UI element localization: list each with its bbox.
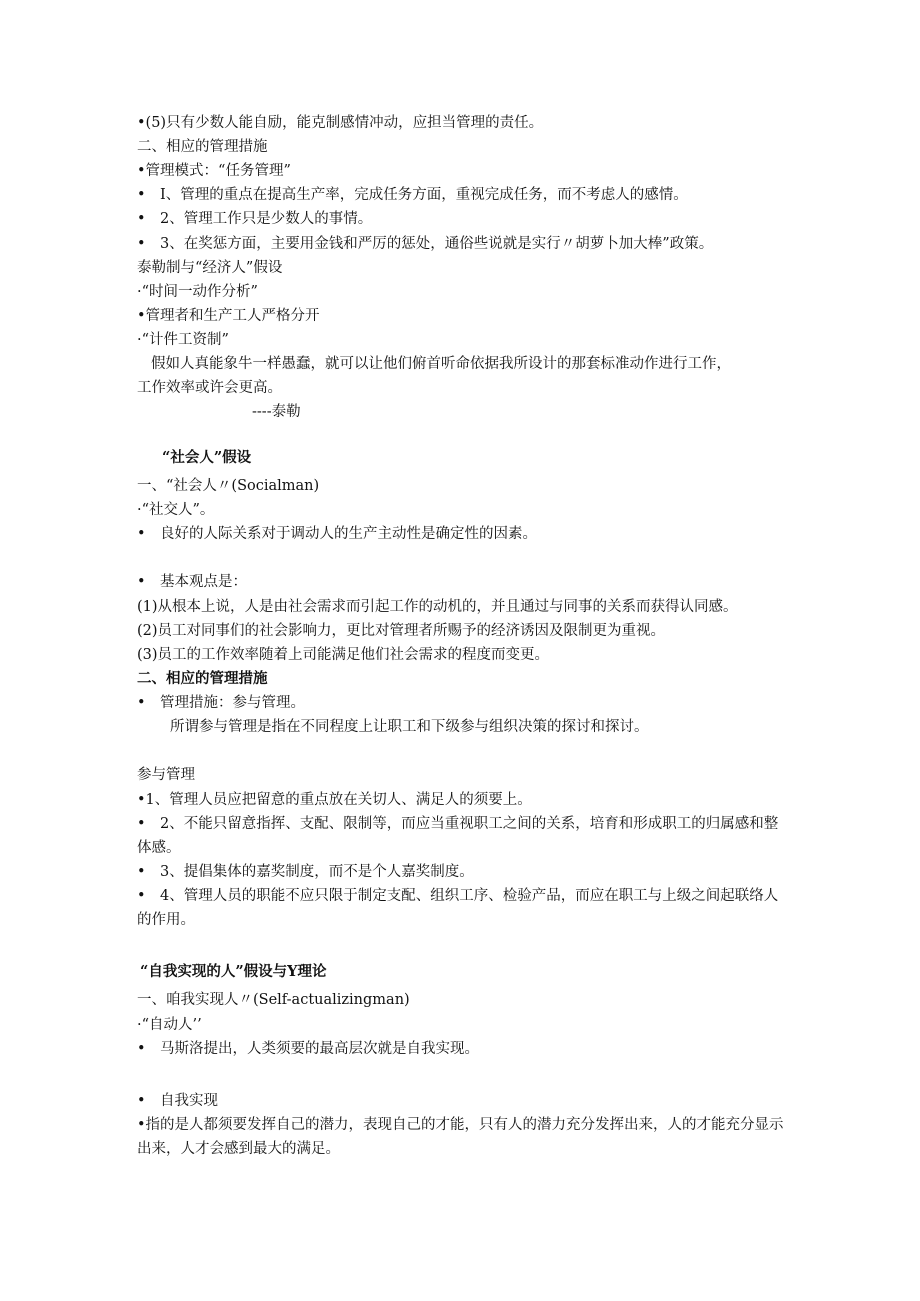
- text-line: • 基本观点是：: [137, 574, 248, 590]
- quote-line: 工作效率或许会更高。: [137, 380, 282, 396]
- text-line: ·“时间一动作分析”: [137, 284, 258, 300]
- quote-line: 假如人真能象牛一样愚蠢，就可以让他们俯首听命依据我所设计的那套标准动作进行工作，: [151, 356, 731, 372]
- text-line: • 马斯洛提出，人类须要的最高层次就是自我实现。: [137, 1041, 480, 1057]
- section-heading: 二、相应的管理措施: [137, 139, 268, 155]
- text-line: • 2、管理工作只是少数人的事情。: [137, 211, 373, 227]
- text-line: •管理者和生产工人严格分开: [137, 308, 320, 324]
- text-line: • 管理措施：参与管理。: [137, 695, 306, 711]
- text-line: •指的是人都须要发挥自己的潜力，表现自己的才能，只有人的潜力充分发挥出来，人的才能充分显示出来，人才会感到最大的满足。: [137, 1117, 784, 1157]
- text-line: • 4、管理人员的职能不应只限于制定支配、组织工序、检验产品，而应在职工与上级之间起联络人的作用。: [137, 888, 779, 928]
- section-heading: 二、相应的管理措施: [137, 670, 268, 687]
- text-line: (3)员工的工作效率随着上司能满足他们社会需求的程度而变更。: [137, 647, 550, 663]
- text-line: ·“社交人”。: [137, 502, 215, 518]
- text-line: •管理模式：“任务管理”: [137, 163, 291, 179]
- text-line: • 2、不能只留意指挥、支配、限制等，而应当重视职工之间的关系，培育和形成职工的归属感和整体感。: [137, 816, 779, 856]
- quote-attribution: ----泰勒: [252, 404, 301, 420]
- text-line: • I、管理的重点在提高生产率，完成任务方面，重视完成任务，而不考虑人的感情。: [137, 187, 688, 203]
- text-line: •1、管理人员应把留意的重点放在关切人、满足人的须要上。: [137, 792, 532, 808]
- text-line: 一、“社会人〃(Socialman): [137, 478, 320, 494]
- text-line: • 3、在奖惩方面，主要用金钱和严厉的惩处，通俗些说就是实行〃胡萝卜加大棒”政策。: [137, 236, 714, 252]
- section-title: “社会人”假设: [162, 449, 252, 466]
- text-line: 一、咱我实现人〃(Self-actualizingman): [137, 992, 410, 1008]
- text-line: • 良好的人际关系对于调动人的生产主动性是确定性的因素。: [137, 526, 538, 542]
- text-line: 泰勒制与“经济人”假设: [137, 260, 283, 276]
- subheading: 参与管理: [137, 767, 195, 783]
- text-line: ·“自动人’’: [137, 1017, 202, 1033]
- text-line: 所谓参与管理是指在不同程度上让职工和下级参与组织决策的探讨和探讨。: [170, 719, 649, 735]
- text-line: • 自我实现: [137, 1093, 219, 1109]
- section-title: “自我实现的人”假设与Y理论: [140, 963, 327, 980]
- text-line: •(5)只有少数人能自励，能克制感情冲动，应担当管理的责任。: [137, 115, 544, 131]
- text-line: (1)从根本上说，人是由社会需求而引起工作的动机的，并且通过与同事的关系而获得认同感。: [137, 599, 738, 615]
- text-line: • 3、提倡集体的嘉奖制度，而不是个人嘉奖制度。: [137, 864, 474, 880]
- text-line: (2)员工对同事们的社会影响力，更比对管理者所赐予的经济诱因及限制更为重视。: [137, 623, 666, 639]
- text-line: ·“计件工资制”: [137, 332, 229, 348]
